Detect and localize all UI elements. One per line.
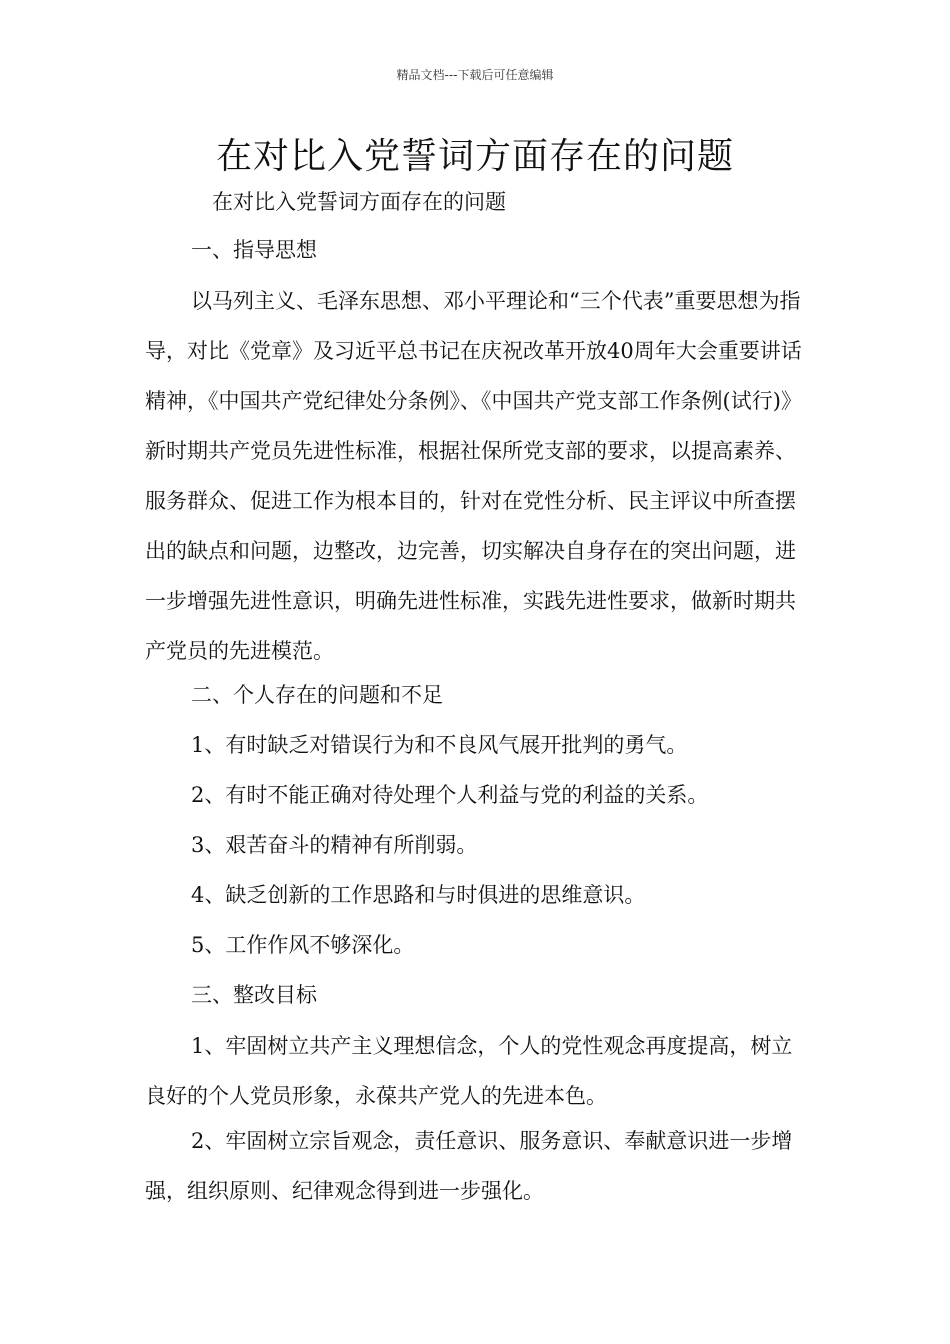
problem-item-2: 2、有时不能正确对待处理个人利益与党的利益的关系。	[191, 783, 709, 807]
problem-item-3: 3、艰苦奋斗的精神有所削弱。	[191, 833, 478, 857]
document-title: 在对比入党誓词方面存在的问题	[215, 136, 734, 177]
problem-item-5: 5、工作作风不够深化。	[191, 933, 415, 957]
goal-item-1: 1、牢固树立共产主义理想信念，个人的党性观念再度提高，树立良好的个人党员形象，永葆共产党人的先进本色。	[145, 1034, 793, 1108]
header-note: 精品文档---下载后可任意编辑	[396, 68, 554, 82]
problem-item-1: 1、有时缺乏对错误行为和不良风气展开批判的勇气。	[191, 733, 688, 757]
section-heading-rectification-goals: 三、整改目标	[191, 983, 317, 1007]
goal-item-2: 2、牢固树立宗旨观念，责任意识、服务意识、奉献意识进一步增强，组织原则、纪律观念得到进一步强化。	[145, 1129, 793, 1203]
section-heading-guiding-ideology: 一、指导思想	[191, 238, 317, 262]
document-subtitle: 在对比入党誓词方面存在的问题	[212, 190, 506, 214]
document-body	[145, 232, 807, 1217]
section-heading-problems: 二、个人存在的问题和不足	[191, 683, 443, 707]
paragraph-guiding-ideology: 以马列主义、毛泽东思想、邓小平理论和“三个代表”重要思想为指导，对比《党章》及习近平总书记在庆祝改革开放40周年大会重要讲话精神，《中国共产党纪律处分条例》、《中国共产党支部工作条例(试行)》新时期共产党员先进性标准，根据社保所党支部的要求，以提高素养、服务群众、促进工作为根本目的，针对在党性分析、民主评议中所查摆出的缺点和问题，边整改，边完善，切实解决自身存在的突出问题，进一步增强先进性意识，明确先进性标准，实践先进性要求，做新时期共产党员的先进模范。	[145, 289, 802, 663]
problem-item-4: 4、缺乏创新的工作思路和与时俱进的思维意识。	[191, 883, 646, 907]
